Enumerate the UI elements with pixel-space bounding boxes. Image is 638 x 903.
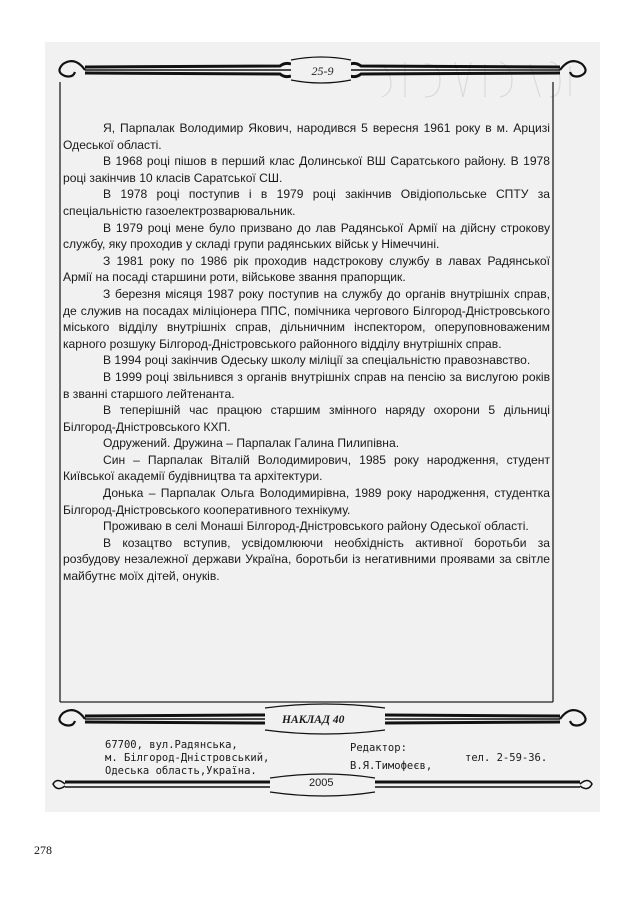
paragraph: Син – Парпалак Віталій Володимирович, 1985 року народження, студент Київської академії будівництва та архітектури. bbox=[63, 452, 550, 484]
paragraph: Проживаю в селі Монаші Білгород-Дністровського району Одеської області. bbox=[103, 519, 529, 534]
paragraph: В 1979 році мене було призвано до лав Радянської Армії на дійсну строкову службу, яку проходив у складі групи радянських військ у Німеччині. bbox=[63, 220, 550, 252]
address-line: Одеська область,Україна. bbox=[105, 765, 257, 777]
scanned-page bbox=[45, 42, 600, 812]
phone-number: тел. 2-59-36. bbox=[465, 752, 548, 764]
paragraph: З березня місяця 1987 року поступив на службу до органів внутрішніх справ, де служив на посадах міліціонера ППС, помічника чергового Білгород-Дністровського міського відділу внутрішніх справ, дільничним інспектором, оперуповноваженим карного розшуку Білгород-Дністровського районного відділу внутрішніх справ. bbox=[63, 286, 550, 351]
address-line: м. Білгород-Дністровський, bbox=[105, 752, 270, 764]
paragraph: В 1994 році закінчив Одеську школу міліції за спеціальністю правознавство. bbox=[103, 353, 531, 368]
page-number: 278 bbox=[34, 843, 52, 857]
paragraph: З 1981 року по 1986 рік проходив надстрокову службу в лавах Радянської Армії на посаді старшини роти, військове звання прапорщик. bbox=[63, 253, 550, 285]
header-page-ref: 25-9 bbox=[311, 64, 334, 78]
editor-label: Редактор: bbox=[350, 742, 407, 754]
paragraph: В 1978 році поступив і в 1979 році закінчив Овідіопольське СПТУ за спеціальністю газоелектрозварювальник. bbox=[63, 187, 550, 218]
biography-text bbox=[63, 120, 550, 710]
paragraph: Я, Парпалак Володимир Якович, народився 5 вересня 1961 року в м. Арцизі Одеської області. bbox=[63, 121, 550, 152]
address-line: 67700, вул.Радянська, bbox=[105, 739, 238, 751]
paragraph: В 1968 році пішов в перший клас Долинської ВШ Саратського району. В 1978 році закінчив 10 класів Саратської СШ. bbox=[63, 154, 550, 185]
paragraph: В 1999 році звільнився з органів внутрішніх справ на пенсію за вислугою років в званні старшого лейтенанта. bbox=[63, 369, 550, 401]
paragraph: В теперішній час працюю старшим змінного наряду охорони 5 дільниці Білгород-Дністровського КХП. bbox=[63, 403, 550, 434]
paragraph: Одружений. Дружина – Парпалак Галина Пилипівна. bbox=[103, 436, 400, 451]
editor-name: В.Я.Тимофеєв, bbox=[350, 760, 433, 772]
publication-year: 2005 bbox=[305, 777, 337, 790]
paragraph: Донька – Парпалак Ольга Володимирівна, 1989 року народження, студентка Білгород-Дністровського кооперативного технікуму. bbox=[63, 486, 550, 517]
paragraph: В козацтво вступив, усвідомлюючи необхідність активної боротьби за розбудову незалежної держави Україна, боротьби із негативними проявами за світле майбутнє моїх дітей, онуків. bbox=[63, 535, 550, 584]
print-run: НАКЛАД 40 bbox=[282, 714, 345, 726]
